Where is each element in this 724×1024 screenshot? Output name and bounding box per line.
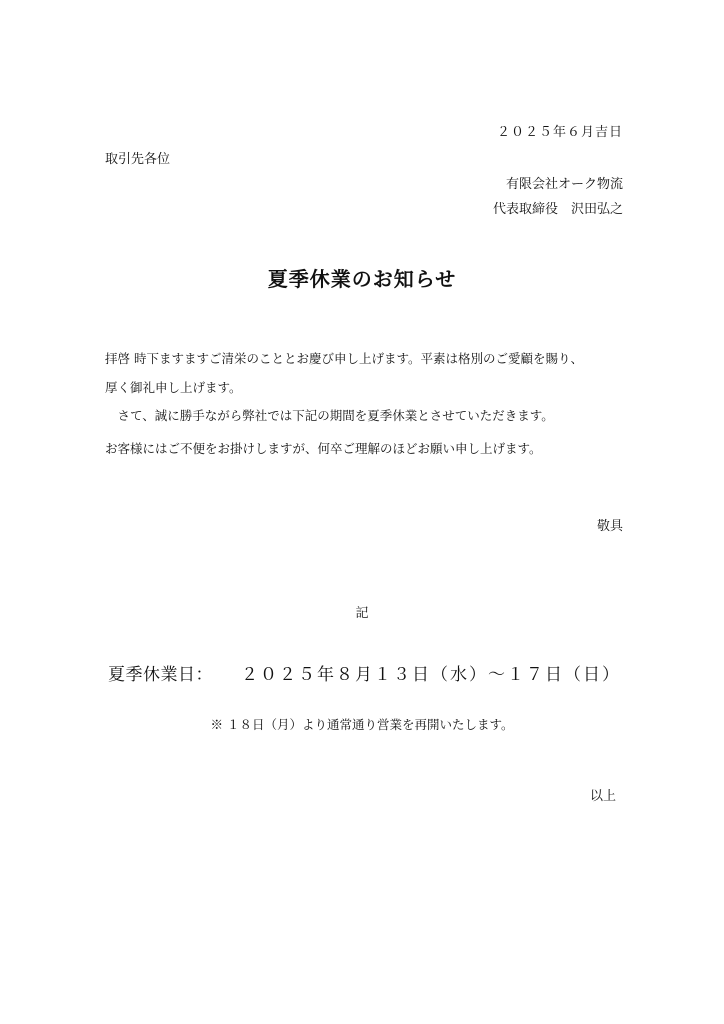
recipient: 取引先各位 <box>105 152 171 167</box>
notation-heading: 記 <box>355 606 369 621</box>
body-paragraph: 拝啓 時下ますますご清栄のこととお慶び申し上げます。平素は格別のご愛顧を賜り、 <box>105 351 583 366</box>
letter-date: ２０２５年６月吉日 <box>496 125 623 140</box>
holiday-label: 夏季休業日： <box>108 665 213 685</box>
body-paragraph: 厚く御礼申し上げます。 <box>105 380 242 395</box>
reopen-note: ※ １８日（月）より通常通り営業を再開いたします。 <box>210 717 514 732</box>
sender-representative <box>493 201 623 219</box>
representative-name: 沢田弘之 <box>570 202 623 217</box>
body-paragraph: お客様にはご不便をお掛けしますが、何卒ご理解のほどお願い申し上げます。 <box>105 441 542 456</box>
body-paragraph: さて、誠に勝手ながら弊社では下記の期間を夏季休業とさせていただきます。 <box>105 408 554 423</box>
closing-phrase: 敬具 <box>596 519 623 534</box>
representative-title: 代表取締役 <box>492 202 558 217</box>
sender-company: 有限会社オーク物流 <box>505 177 623 192</box>
holiday-period <box>108 663 621 687</box>
end-mark: 以上 <box>589 789 616 804</box>
holiday-dates: ２０２５年８月１３日（水）～１７日（日） <box>241 665 621 685</box>
page-title: 夏季休業のお知らせ <box>267 267 457 291</box>
